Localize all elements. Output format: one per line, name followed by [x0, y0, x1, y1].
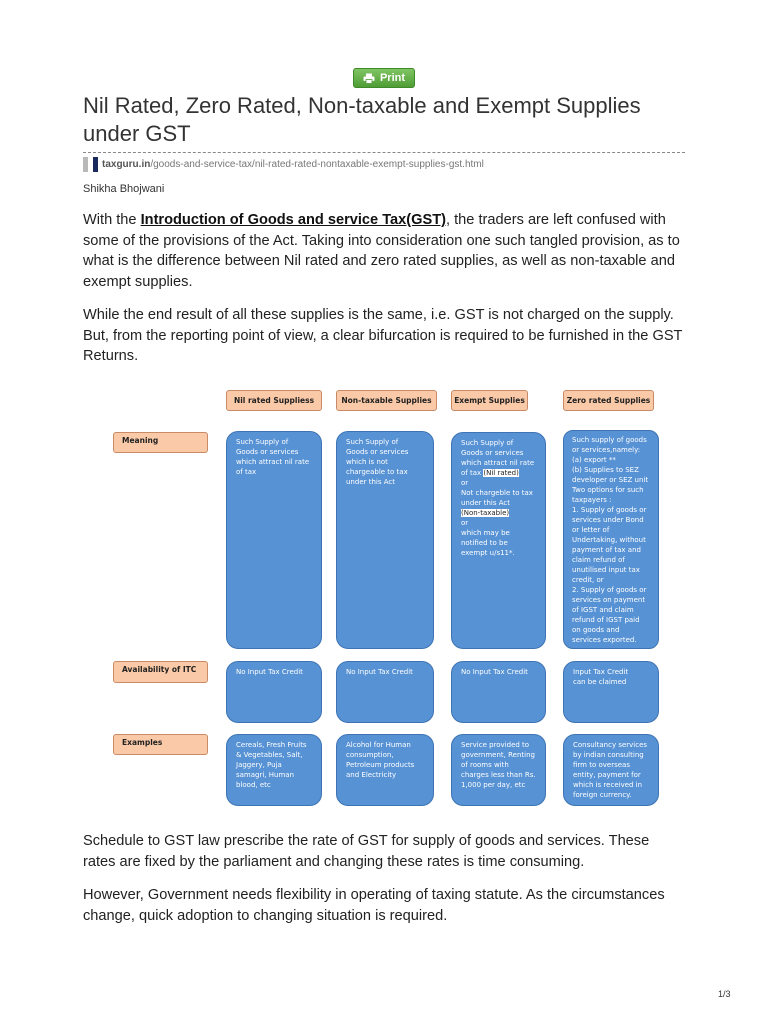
meaning-nil-rated: Such Supply of Goods or services which attract nil rate of tax: [226, 431, 322, 649]
source-link[interactable]: [102, 159, 484, 170]
column-header-non-taxable: Non-taxable Supplies: [336, 390, 437, 411]
gst-introduction-link[interactable]: Introduction of Goods and service Tax(GST): [140, 212, 447, 228]
itc-non-taxable: No Input Tax Credit: [336, 661, 434, 723]
examples-nil-rated: Cereals, Fresh Fruits & Vegetables, Salt, Jaggery, Puja samagri, Human blood, etc: [226, 734, 322, 806]
examples-zero-rated: Consultancy services by indian consulting firm to overseas entity, payment for which is received in foreign currency.: [563, 734, 659, 806]
source-path: /goods-and-service-tax/nil-rated-rated-nontaxable-exempt-supplies-gst.html: [150, 159, 484, 170]
column-header-nil-rated: Nil rated Suppliess: [226, 390, 322, 411]
row-label-meaning: Meaning: [113, 432, 208, 453]
paragraph: However, Government needs flexibility in operating of taxing statute. As the circumstances change, quick adoption to changing situation is required.: [83, 887, 665, 924]
row-label-itc: Availability of ITC: [113, 661, 208, 683]
column-header-exempt: Exempt Supplies: [451, 390, 528, 411]
itc-zero-rated: Input Tax Credit can be claimed: [563, 661, 659, 723]
paragraph: While the end result of all these supplies is the same, i.e. GST is not charged on the supply. But, from the reporting point of view, a clear bifurcation is required to be furnished in the GST Returns.: [83, 307, 683, 365]
intro-paragraph: [83, 210, 685, 292]
examples-exempt: Service provided to government, Renting of rooms with charges less than Rs. 1,000 per day, etc: [451, 734, 546, 806]
exempt-meaning-text: or Not chargeble to tax under this Act: [461, 479, 533, 507]
intro-prefix: With the: [83, 212, 141, 228]
author-name: Shikha Bhojwani: [83, 183, 165, 195]
print-label: Print: [379, 72, 406, 84]
exempt-meaning-text: or which may be notified to be exempt u/s11*.: [461, 519, 515, 557]
itc-nil-rated: No Input Tax Credit: [226, 661, 322, 723]
row-label-examples: Examples: [113, 734, 208, 755]
exempt-meaning-text: Such Supply of Goods or services which attract nil rate of tax: [461, 439, 535, 477]
exempt-meaning-highlight: (Nil rated): [483, 469, 519, 477]
article-title: Nil Rated, Zero Rated, Non-taxable and Exempt Supplies under GST: [83, 93, 641, 146]
exempt-meaning-highlight: (Non-taxable): [461, 509, 510, 517]
title-divider: [83, 152, 685, 153]
examples-non-taxable: Alcohol for Human consumption, Petroleum products and Electricity: [336, 734, 434, 806]
print-button[interactable]: [353, 68, 415, 88]
meaning-exempt: [451, 432, 546, 649]
intro-suffix: , the traders are left confused with some of the provisions of the Act. Taking into consideration one such tangled provision, as to what is the difference between Nil rated and zero rated supplies, as well as non-taxable and exempt supplies.: [83, 212, 680, 290]
meaning-non-taxable: Such Supply of Goods or services which is not chargeable to tax under this Act: [336, 431, 434, 649]
source-logo-bar: [83, 157, 88, 172]
page-number: 1/3: [718, 989, 731, 999]
itc-exempt: No Input Tax Credit: [451, 661, 546, 723]
column-header-zero-rated: Zero rated Supplies: [563, 390, 654, 411]
paragraph: Schedule to GST law prescribe the rate of GST for supply of goods and services. These rates are fixed by the parliament and changing these rates is time consuming.: [83, 833, 650, 870]
printer-icon: [363, 73, 375, 84]
source-logo-bar: [93, 157, 98, 172]
source-domain: taxguru.in: [102, 159, 151, 170]
meaning-zero-rated: Such supply of goods or services,namely: (a) export ** (b) Supplies to SEZ developer or SEZ unit Two options for such taxpayers : 1. Supply of goods or services under Bond or letter of Undertaking, without payment of tax and claim refund of unutilised input tax credit, or 2. Supply of goods or services on payment of IGST and claim refund of IGST paid on goods and services exported.: [563, 430, 659, 649]
